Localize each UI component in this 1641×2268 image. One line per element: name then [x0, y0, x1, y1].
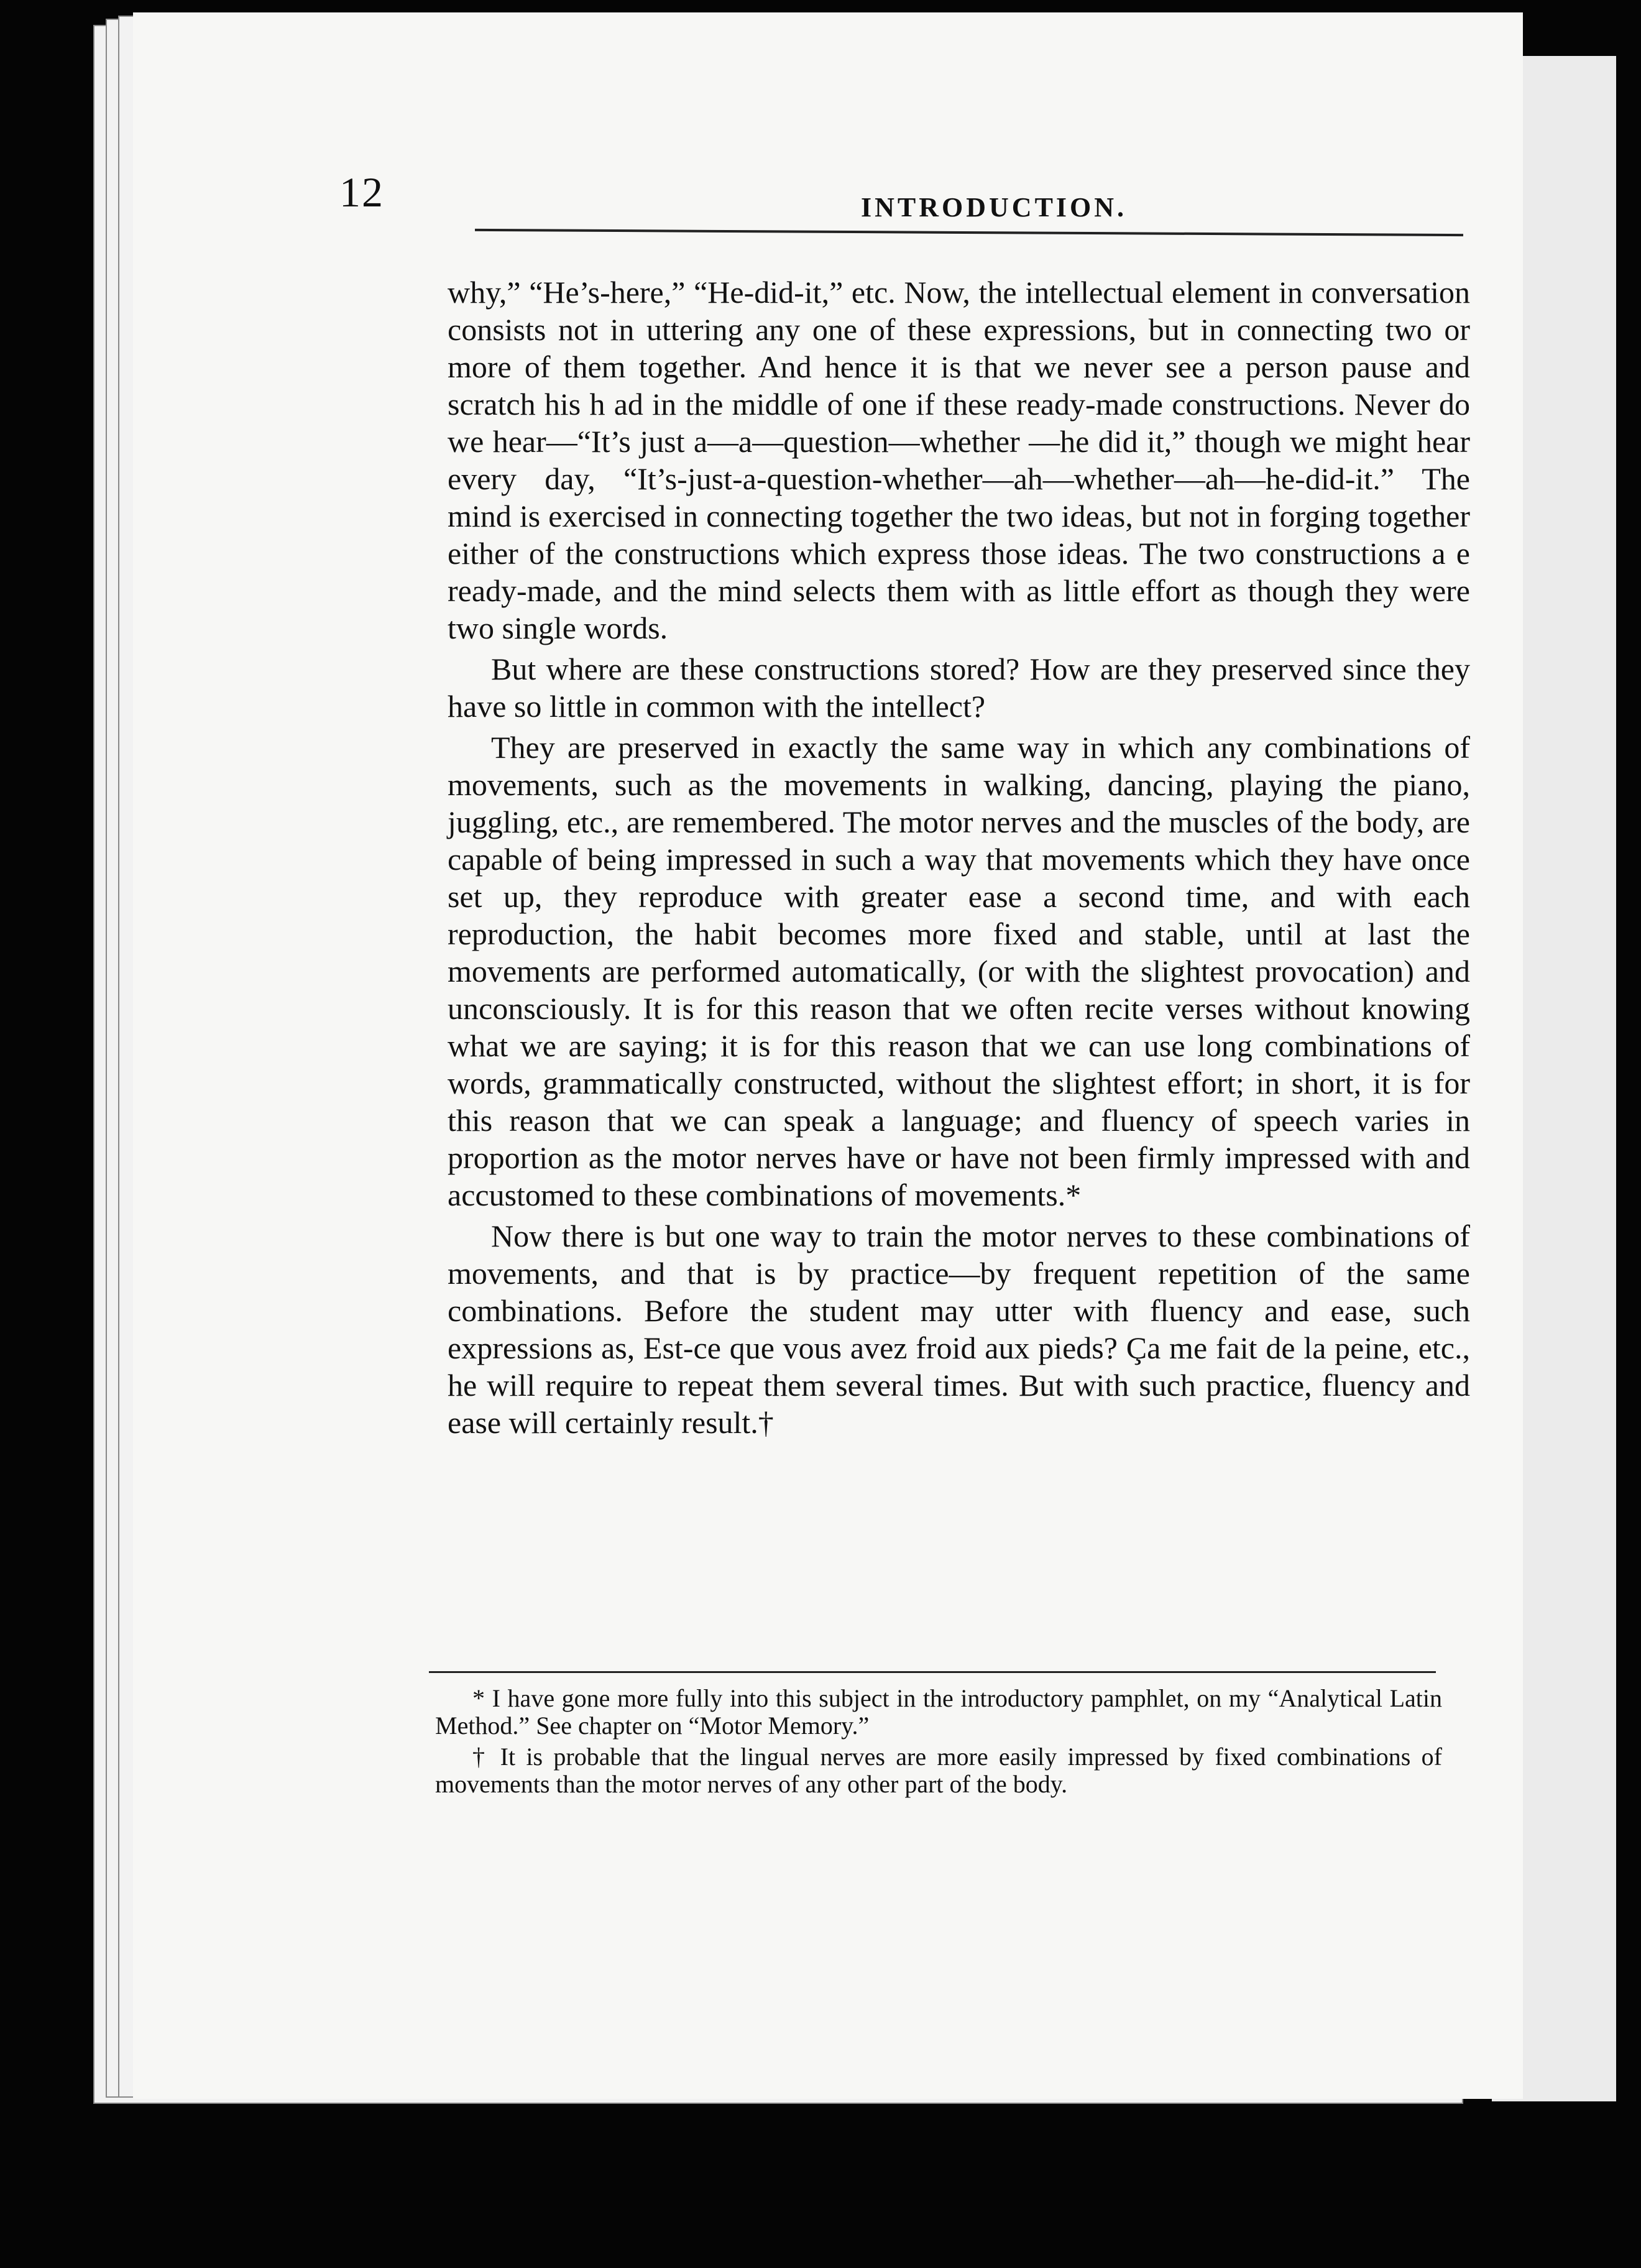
running-head: INTRODUCTION.: [861, 192, 1128, 223]
footnote: † It is probable that the lingual nerves are more easily impressed by fixed combinations of movements than the motor nerves of any other part of the body.: [435, 1743, 1442, 1798]
paragraph: They are preserved in exactly the same way in which any combinations of movements, such as the movements in walking, dancing, playing the piano, juggling, etc., are remembered. The motor nerves and the muscles of the body, are capable of being impressed in such a way that movements which they have once set up, they reproduce with greater ease a second time, and with each reproduction, the habit becomes more fixed and stable, until at last the movements are performed automatically, (or with the slightest provocation) and unconsciously. It is for this reason that we often recite verses without knowing what we are saying; it is for this reason that we can use long combinations of words, grammatically constructed, without the slightest effort; in short, it is for this reason that we can speak a language; and fluency of speech varies in proportion as the motor nerves have or have not been firmly impressed with and accustomed to these combinations of movements.*: [448, 730, 1470, 1212]
paragraph: why,” “He’s-here,” “He-did-it,” etc. Now, the intellectual element in conversation consists not in uttering any one of these expressions, but in connecting two or more of them together. And hence it is that we never see a person pause and scratch his h ad in the middle of one if these ready-made constructions. Never do we hear—“It’s just a—a—question—whether —he did it,” though we might hear every day, “It’s-just-a-question-whether—ah—whether—ah—he-did-it.” The mind is exercised in connecting together the two ideas, but not in forging together either of the constructions which express those ideas. The two constructions a e ready-made, and the mind selects them with as little effort as though they were two single words.: [448, 275, 1470, 645]
footnotes: [435, 1685, 1442, 1802]
page-number: 12: [339, 168, 384, 216]
footnote: * I have gone more fully into this subject in the introductory pamphlet, on my “Analytical Latin Method.” See chapter on “Motor Memory.”: [435, 1684, 1442, 1740]
paragraph: But where are these constructions stored? How are they preserved since they have so little in common with the intellect?: [448, 652, 1470, 724]
footnote-rule: [429, 1671, 1436, 1673]
paragraph: Now there is but one way to train the motor nerves to these combinations of movements, and that is by practice—by frequent repetition of the same combinations. Before the student may utter with fluency and ease, such expressions as, Est-ce que vous avez froid aux pieds? Ça me fait de la peine, etc., he will require to repeat them several times. But with such practice, fluency and ease will certainly result.†: [448, 1219, 1470, 1440]
body-text: [448, 274, 1470, 1445]
